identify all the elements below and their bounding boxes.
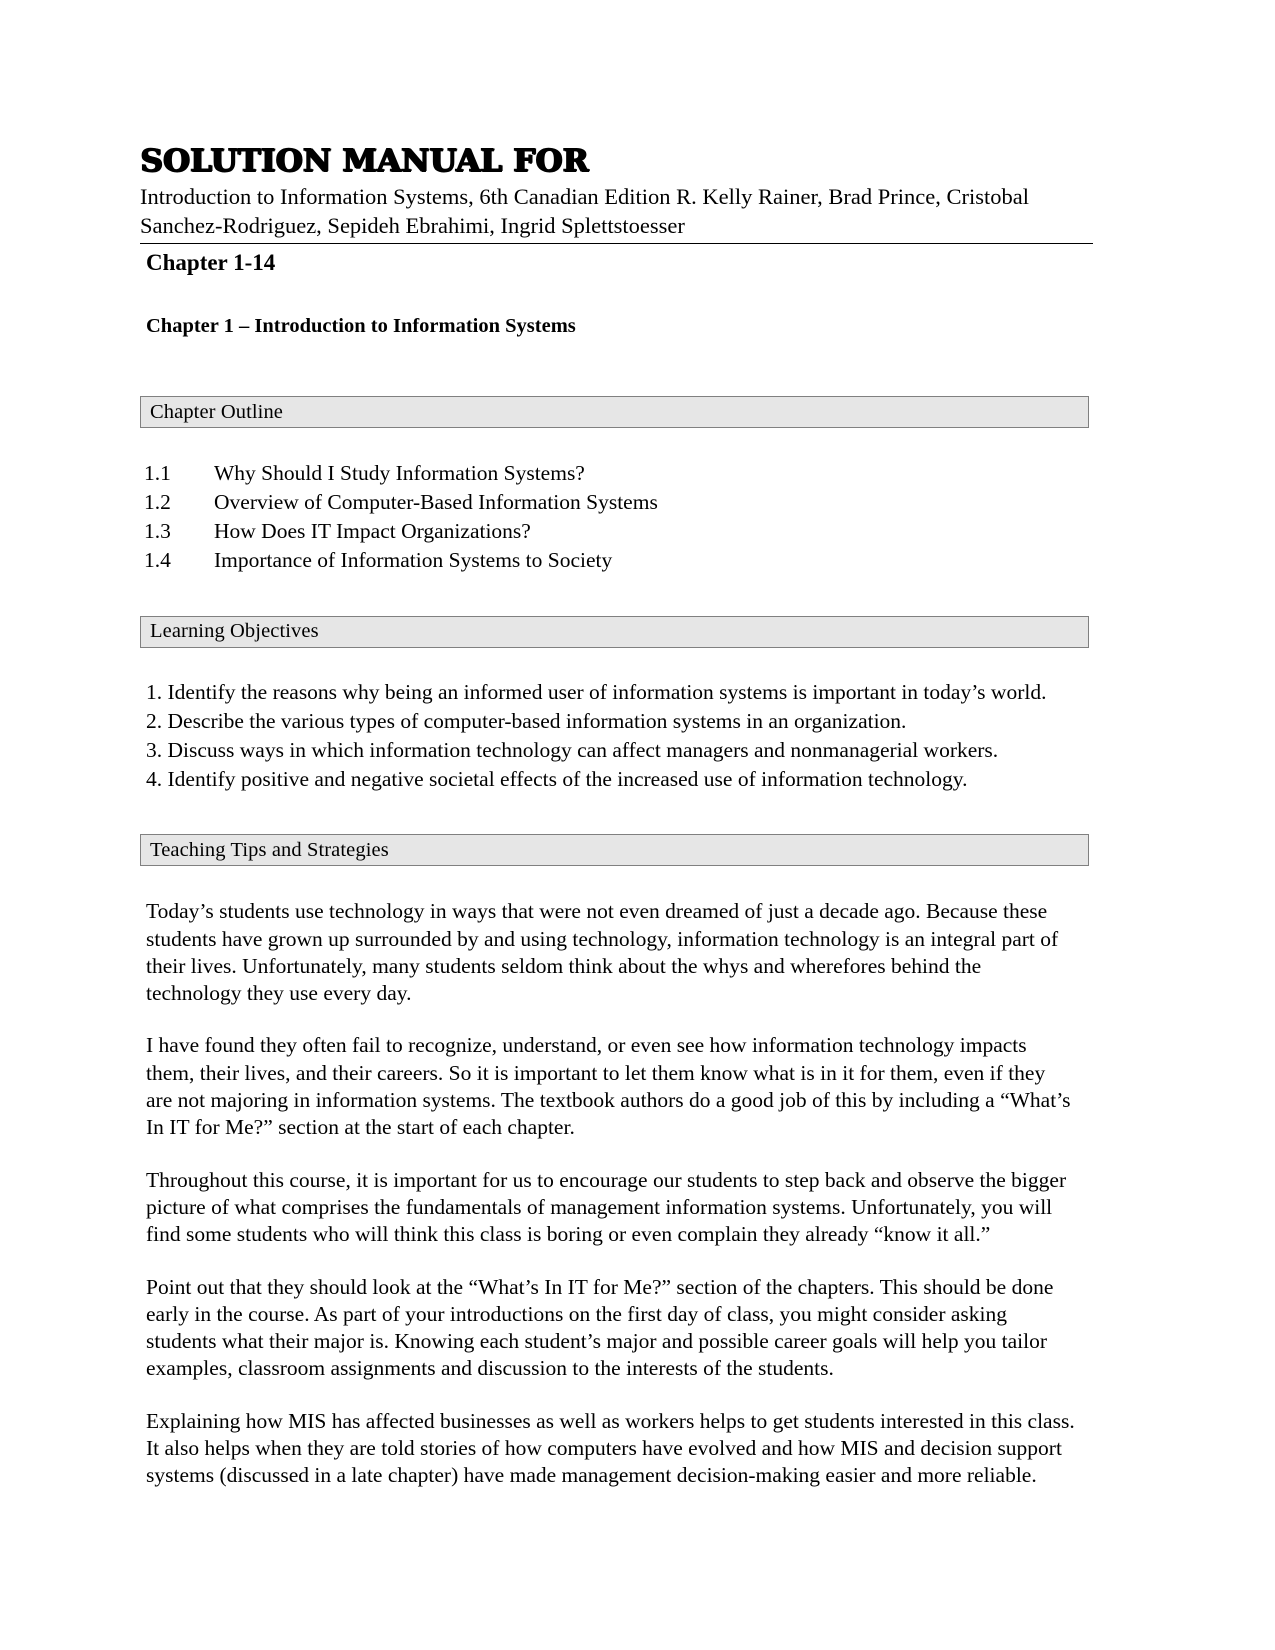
outline-item-number: 1.3 bbox=[144, 518, 171, 543]
list-item bbox=[144, 519, 1093, 544]
section-header-learning-objectives bbox=[140, 616, 1089, 648]
outline-item-text: Importance of Information Systems to Society bbox=[214, 547, 613, 572]
masthead bbox=[140, 143, 1093, 340]
document-subtitle-line-2: Sanchez-Rodriguez, Sepideh Ebrahimi, Ingrid Splettstoesser bbox=[140, 212, 685, 238]
section-header-teaching-tips-label: Teaching Tips and Strategies bbox=[150, 839, 389, 862]
list-item bbox=[144, 548, 1093, 573]
outline-item-number: 1.2 bbox=[144, 489, 171, 514]
list-item: 1. Identify the reasons why being an informed user of information systems is important in today’s world. bbox=[146, 679, 1047, 704]
section-header-teaching-tips bbox=[140, 834, 1089, 866]
teaching-tips-body bbox=[146, 898, 1076, 1489]
list-item: 2. Describe the various types of computer-based information systems in an organization. bbox=[146, 708, 907, 733]
list-item bbox=[144, 461, 1093, 486]
learning-objectives-list bbox=[146, 680, 1093, 793]
document-subtitle bbox=[140, 183, 1093, 241]
document-title: SOLUTION MANUAL FOR bbox=[140, 143, 589, 179]
chapter-outline-list bbox=[144, 461, 1093, 573]
section-header-chapter-outline bbox=[140, 396, 1089, 428]
masthead-divider bbox=[140, 243, 1093, 244]
chapter-range-heading: Chapter 1-14 bbox=[146, 249, 276, 275]
document-subtitle-line-1: Introduction to Information Systems, 6th Canadian Edition R. Kelly Rainer, Brad Prince, Cristobal bbox=[140, 184, 1029, 209]
paragraph: Throughout this course, it is important for us to encourage our students to step back and observe the bigger picture of what comprises the fundamentals of management information systems. Unfortunately, you will find some students who will think this class is boring or even complain they already “know it all.” bbox=[146, 1167, 1067, 1247]
paragraph: Point out that they should look at the “What’s In IT for Me?” section of the chapters. This should be done early in the course. As part of your introductions on the first day of class, you might consider asking students what their major is. Knowing each student’s major and possible career goals will help you tailor examples, classroom assignments and discussion to the interests of the students. bbox=[146, 1274, 1054, 1381]
paragraph: Explaining how MIS has affected businesses as well as workers helps to get students interested in this class. It also helps when they are told stories of how computers have evolved and how MIS and decision support systems (discussed in a late chapter) have made management decision-making easier and more reliable. bbox=[146, 1408, 1075, 1488]
chapter-title-heading: Chapter 1 – Introduction to Information Systems bbox=[146, 315, 576, 338]
list-item bbox=[144, 490, 1093, 515]
outline-item-number: 1.4 bbox=[144, 547, 171, 572]
paragraph: I have found they often fail to recognize, understand, or even see how information technology impacts them, their lives, and their careers. So it is important to let them know what is in it for them, even if they are not majoring in information systems. The textbook authors do a good job of this by including a “What’s In IT for Me?” section at the start of each chapter. bbox=[146, 1033, 1071, 1140]
outline-item-text: Why Should I Study Information Systems? bbox=[214, 460, 585, 485]
outline-item-text: How Does IT Impact Organizations? bbox=[214, 518, 531, 543]
section-header-learning-objectives-label: Learning Objectives bbox=[150, 620, 319, 643]
outline-item-text: Overview of Computer-Based Information Systems bbox=[214, 489, 658, 514]
list-item: 3. Discuss ways in which information technology can affect managers and nonmanagerial workers. bbox=[146, 738, 999, 762]
list-item: 4. Identify positive and negative societal effects of the increased use of information technology. bbox=[146, 767, 968, 792]
section-header-chapter-outline-label: Chapter Outline bbox=[150, 400, 284, 423]
outline-item-number: 1.1 bbox=[144, 460, 171, 485]
paragraph: Today’s students use technology in ways that were not even dreamed of just a decade ago. Because these students have grown up surrounded by and using technology, information technology is an integral part of their lives. Unfortunately, many students seldom think about the whys and wherefores behind the technology they use every day. bbox=[146, 899, 1059, 1006]
